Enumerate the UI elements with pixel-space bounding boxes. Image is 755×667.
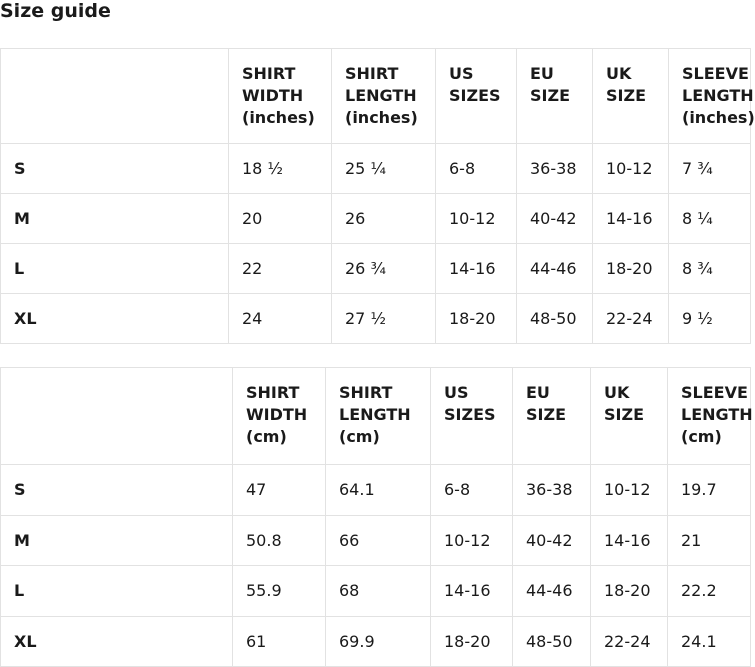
- table-row: [1, 194, 751, 244]
- table-cell: 10-12: [431, 515, 513, 566]
- column-header-line: UK: [606, 64, 632, 83]
- table-cell: 22-24: [591, 616, 668, 667]
- column-header: [332, 49, 436, 144]
- column-header-line: SLEEVE: [681, 383, 748, 402]
- size-label: L: [1, 244, 229, 294]
- table-cell: 18 ½: [229, 144, 332, 194]
- header-empty-cell: [1, 368, 233, 465]
- table-row: [1, 566, 751, 617]
- table-cell: 19.7: [668, 465, 751, 516]
- header-empty-cell: [1, 49, 229, 144]
- table-cell: 24.1: [668, 616, 751, 667]
- column-header-line: SHIRT: [345, 64, 399, 83]
- table-cell: 18-20: [431, 616, 513, 667]
- table-cell: 10-12: [591, 465, 668, 516]
- size-label: L: [1, 566, 233, 617]
- column-header-line: SHIRT: [242, 64, 296, 83]
- table-cell: 68: [326, 566, 431, 617]
- table-cell: 64.1: [326, 465, 431, 516]
- table-cell: 6-8: [431, 465, 513, 516]
- table-cell: 9 ½: [669, 294, 751, 344]
- column-header: [668, 368, 751, 465]
- table-cell: 8 ¼: [669, 194, 751, 244]
- column-header-line: US: [444, 383, 469, 402]
- column-header-line: EU: [530, 64, 554, 83]
- size-table-cm: [0, 367, 751, 667]
- table-cell: 10-12: [436, 194, 517, 244]
- table-cell: 24: [229, 294, 332, 344]
- size-label: XL: [1, 616, 233, 667]
- column-header-line: SIZE: [606, 86, 647, 105]
- column-header: [233, 368, 326, 465]
- table-cell: 18-20: [591, 566, 668, 617]
- table-cell: 66: [326, 515, 431, 566]
- size-table-inches: [0, 48, 755, 344]
- column-header-line: LENGTH: [681, 405, 753, 424]
- column-header: [669, 49, 755, 144]
- table-cell: 69.9: [326, 616, 431, 667]
- table-cell: 14-16: [431, 566, 513, 617]
- size-label: XL: [1, 294, 229, 344]
- column-header-line: LENGTH: [682, 86, 754, 105]
- column-header-line: SHIRT: [339, 383, 393, 402]
- table-row: [1, 465, 751, 516]
- column-header-line: (inches): [345, 108, 418, 127]
- column-header-line: SIZES: [444, 405, 496, 424]
- size-label: S: [1, 465, 233, 516]
- table-cell: 7 ¾: [669, 144, 751, 194]
- table-cell: 27 ½: [332, 294, 436, 344]
- column-header-line: SIZES: [449, 86, 501, 105]
- table-cell: 14-16: [591, 515, 668, 566]
- column-header-line: SHIRT: [246, 383, 300, 402]
- table-cell: 55.9: [233, 566, 326, 617]
- column-header: [229, 49, 332, 144]
- table-cell: 40-42: [517, 194, 593, 244]
- table-cell: 36-38: [513, 465, 591, 516]
- column-header-line: LENGTH: [339, 405, 411, 424]
- page-title: Size guide: [0, 0, 111, 22]
- table-row: [1, 294, 751, 344]
- column-header: [326, 368, 431, 465]
- table-body: [1, 144, 751, 344]
- column-header: [431, 368, 513, 465]
- table-cell: 21: [668, 515, 751, 566]
- table-cell: 14-16: [593, 194, 669, 244]
- column-header-line: (cm): [681, 427, 722, 446]
- table-header: [1, 49, 755, 144]
- table-cell: 48-50: [517, 294, 593, 344]
- table-cell: 47: [233, 465, 326, 516]
- table-cell: 61: [233, 616, 326, 667]
- table-cell: 10-12: [593, 144, 669, 194]
- column-header-line: US: [449, 64, 474, 83]
- table-cell: 6-8: [436, 144, 517, 194]
- table-cell: 22: [229, 244, 332, 294]
- table-cell: 44-46: [513, 566, 591, 617]
- table-cell: 48-50: [513, 616, 591, 667]
- table-cell: 18-20: [436, 294, 517, 344]
- column-header-line: SIZE: [604, 405, 645, 424]
- table-header: [1, 368, 751, 465]
- column-header-line: (inches): [682, 108, 755, 127]
- column-header-line: (inches): [242, 108, 315, 127]
- column-header-line: (cm): [339, 427, 380, 446]
- column-header-line: EU: [526, 383, 550, 402]
- column-header-line: SLEEVE: [682, 64, 749, 83]
- column-header-line: WIDTH: [242, 86, 304, 105]
- table-cell: 36-38: [517, 144, 593, 194]
- table-row: [1, 244, 751, 294]
- table-cell: 40-42: [513, 515, 591, 566]
- table-cell: 14-16: [436, 244, 517, 294]
- size-label: M: [1, 194, 229, 244]
- column-header-line: (cm): [246, 427, 287, 446]
- size-label: M: [1, 515, 233, 566]
- table-body: [1, 465, 751, 667]
- table-cell: 20: [229, 194, 332, 244]
- column-header: [517, 49, 593, 144]
- table-row: [1, 515, 751, 566]
- column-header-line: WIDTH: [246, 405, 308, 424]
- table-cell: 25 ¼: [332, 144, 436, 194]
- column-header: [593, 49, 669, 144]
- column-header-line: LENGTH: [345, 86, 417, 105]
- table-cell: 18-20: [593, 244, 669, 294]
- column-header: [513, 368, 591, 465]
- table-cell: 44-46: [517, 244, 593, 294]
- table-cell: 26 ¾: [332, 244, 436, 294]
- table-row: [1, 616, 751, 667]
- table-cell: 22.2: [668, 566, 751, 617]
- table-cell: 26: [332, 194, 436, 244]
- column-header: [591, 368, 668, 465]
- table-cell: 8 ¾: [669, 244, 751, 294]
- table-cell: 50.8: [233, 515, 326, 566]
- column-header-line: SIZE: [530, 86, 571, 105]
- table-cell: 22-24: [593, 294, 669, 344]
- table-row: [1, 144, 751, 194]
- column-header: [436, 49, 517, 144]
- size-label: S: [1, 144, 229, 194]
- column-header-line: SIZE: [526, 405, 567, 424]
- column-header-line: UK: [604, 383, 630, 402]
